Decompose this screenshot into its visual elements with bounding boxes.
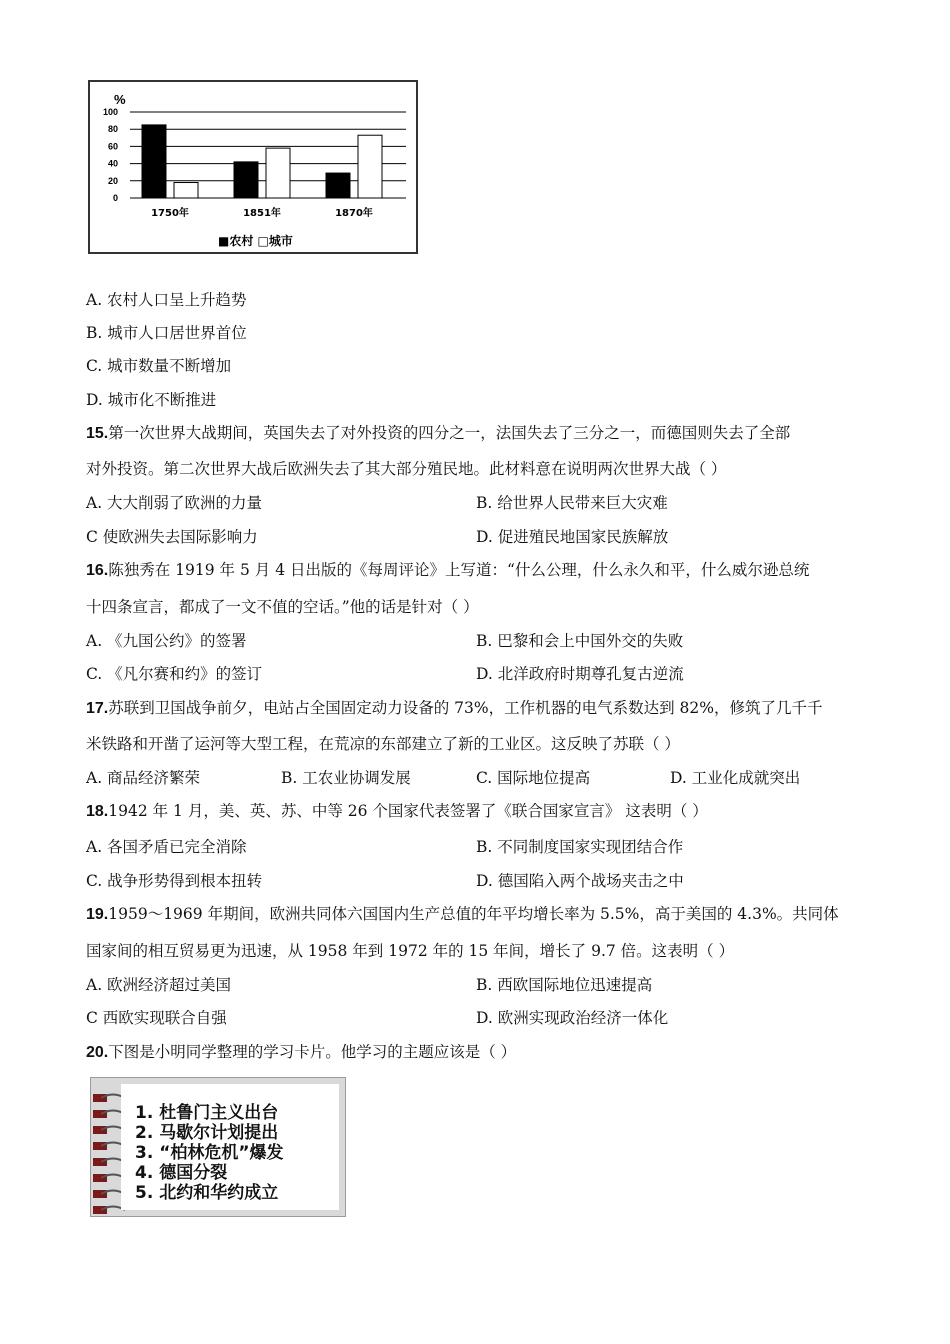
q19-stem-line2: 国家间的相互贸易更为迅速，从 1958 年到 1972 年的 15 年间，增长了 9.7 倍。这表明（ ） — [86, 942, 735, 960]
q16-text-1: 陈独秀在 1919 年 5 月 4 日出版的《每周评论》上写道：“什么公理，什么永久和平，什么威尔逊总统 — [108, 561, 810, 579]
bar-城市 — [174, 183, 198, 198]
q18-option-d[interactable]: D. 德国陷入两个战场夹击之中 — [476, 872, 684, 890]
q19-option-b[interactable]: B. 西欧国际地位迅速提高 — [476, 976, 653, 994]
q15-text-1: 第一次世界大战期间，英国失去了对外投资的四分之一，法国失去了三分之一，而德国则失去了全部 — [108, 424, 791, 442]
card-item-1: 1. 杜鲁门主义出台 — [135, 1103, 279, 1123]
population-chart — [88, 80, 418, 254]
y-tick-label: 80 — [107, 124, 118, 135]
chart-legend: ■农村 □城市 — [218, 234, 293, 248]
q19-number: 19. — [86, 906, 109, 923]
q17-option-b[interactable]: B. 工农业协调发展 — [281, 769, 411, 787]
q19-text-1: 1959～1969 年期间，欧洲共同体六国国内生产总值的年平均增长率为 5.5%，高于美国的 4.3%。共同体 — [108, 905, 839, 923]
q16-stem-line2: 十四条宣言，都成了一文不值的空话。”他的话是针对（ ） — [86, 598, 479, 616]
bar-城市 — [266, 148, 290, 198]
q20-number: 20. — [86, 1044, 109, 1061]
q16-number: 16. — [86, 562, 109, 579]
q14-option-d[interactable]: D. 城市化不断推进 — [86, 391, 217, 409]
q15-option-b[interactable]: B. 给世界人民带来巨大灾难 — [476, 494, 668, 512]
y-tick-label: 100 — [102, 107, 118, 117]
q18-number: 18. — [86, 803, 109, 820]
card-item-4: 4. 德国分裂 — [135, 1163, 228, 1183]
q19-stem-line1 — [86, 902, 839, 924]
q17-stem-line2: 米铁路和开凿了运河等大型工程，在荒凉的东部建立了新的工业区。这反映了苏联（ ） — [86, 735, 680, 753]
bar-农村 — [142, 125, 166, 198]
x-tick-label: 1851年 — [243, 208, 281, 219]
q17-option-c[interactable]: C. 国际地位提高 — [476, 769, 591, 787]
q16-stem-line1 — [86, 558, 809, 580]
q18-option-a[interactable]: A. 各国矛盾已完全消除 — [86, 838, 247, 856]
y-tick-label: 0 — [112, 193, 118, 203]
q14-option-a[interactable]: A. 农村人口呈上升趋势 — [86, 291, 247, 309]
q19-option-c[interactable]: C 西欧实现联合自强 — [86, 1009, 227, 1027]
q16-option-b[interactable]: B. 巴黎和会上中国外交的失败 — [476, 632, 684, 650]
card-content — [121, 1084, 339, 1210]
q17-text-1: 苏联到卫国战争前夕，电站占全国固定动力设备的 73%，工作机器的电气系数达到 82%，修筑了几千千 — [108, 699, 823, 717]
q17-option-d[interactable]: D. 工业化成就突出 — [670, 769, 801, 787]
q15-option-a[interactable]: A. 大大削弱了欧洲的力量 — [86, 494, 263, 512]
q14-option-c[interactable]: C. 城市数量不断增加 — [86, 357, 232, 375]
q14-option-b[interactable]: B. 城市人口居世界首位 — [86, 324, 247, 342]
y-tick-label: 40 — [107, 158, 118, 169]
q19-option-d[interactable]: D. 欧洲实现政治经济一体化 — [476, 1009, 669, 1027]
q16-option-d[interactable]: D. 北洋政府时期尊孔复古逆流 — [476, 665, 684, 683]
x-tick-label: 1870年 — [335, 208, 373, 219]
q18-option-c[interactable]: C. 战争形势得到根本扭转 — [86, 872, 263, 890]
q19-option-a[interactable]: A. 欧洲经济超过美国 — [86, 976, 232, 994]
q15-stem-line2: 对外投资。第二次世界大战后欧洲失去了其大部分殖民地。此材料意在说明两次世界大战（ ） — [86, 460, 727, 478]
study-card — [90, 1077, 346, 1217]
q16-option-a[interactable]: A. 《九国公约》的签署 — [86, 632, 247, 650]
card-item-2: 2. 马歇尔计划提出 — [135, 1123, 279, 1143]
q17-stem-line1 — [86, 696, 823, 718]
q17-option-a[interactable]: A. 商品经济繁荣 — [86, 769, 201, 787]
y-axis-unit: % — [114, 92, 126, 107]
q15-number: 15. — [86, 425, 109, 442]
q18-option-b[interactable]: B. 不同制度国家实现团结合作 — [476, 838, 684, 856]
q20-stem-line1 — [86, 1040, 516, 1062]
card-item-5: 5. 北约和华约成立 — [135, 1183, 279, 1203]
q16-option-c[interactable]: C. 《凡尔赛和约》的签订 — [86, 665, 263, 683]
q17-number: 17. — [86, 700, 109, 717]
y-tick-label: 20 — [107, 175, 118, 186]
card-item-3: 3. “柏林危机”爆发 — [135, 1143, 284, 1163]
q15-option-c[interactable]: C 使欧洲失去国际影响力 — [86, 528, 258, 546]
y-tick-label: 60 — [107, 141, 118, 152]
q18-stem-line1 — [86, 799, 708, 821]
bar-农村 — [326, 173, 350, 198]
q18-text-1: 1942 年 1 月，美、英、苏、中等 26 个国家代表签署了《联合国家宣言》 这表明（ ） — [108, 802, 708, 820]
q15-stem-line1 — [86, 421, 790, 443]
bar-农村 — [234, 162, 258, 198]
x-tick-label: 1750年 — [151, 208, 189, 219]
q15-option-d[interactable]: D. 促进殖民地国家民族解放 — [476, 528, 669, 546]
q20-text-1: 下图是小明同学整理的学习卡片。他学习的主题应该是（ ） — [108, 1043, 517, 1061]
bar-城市 — [358, 135, 382, 198]
bar-chart — [90, 82, 416, 252]
